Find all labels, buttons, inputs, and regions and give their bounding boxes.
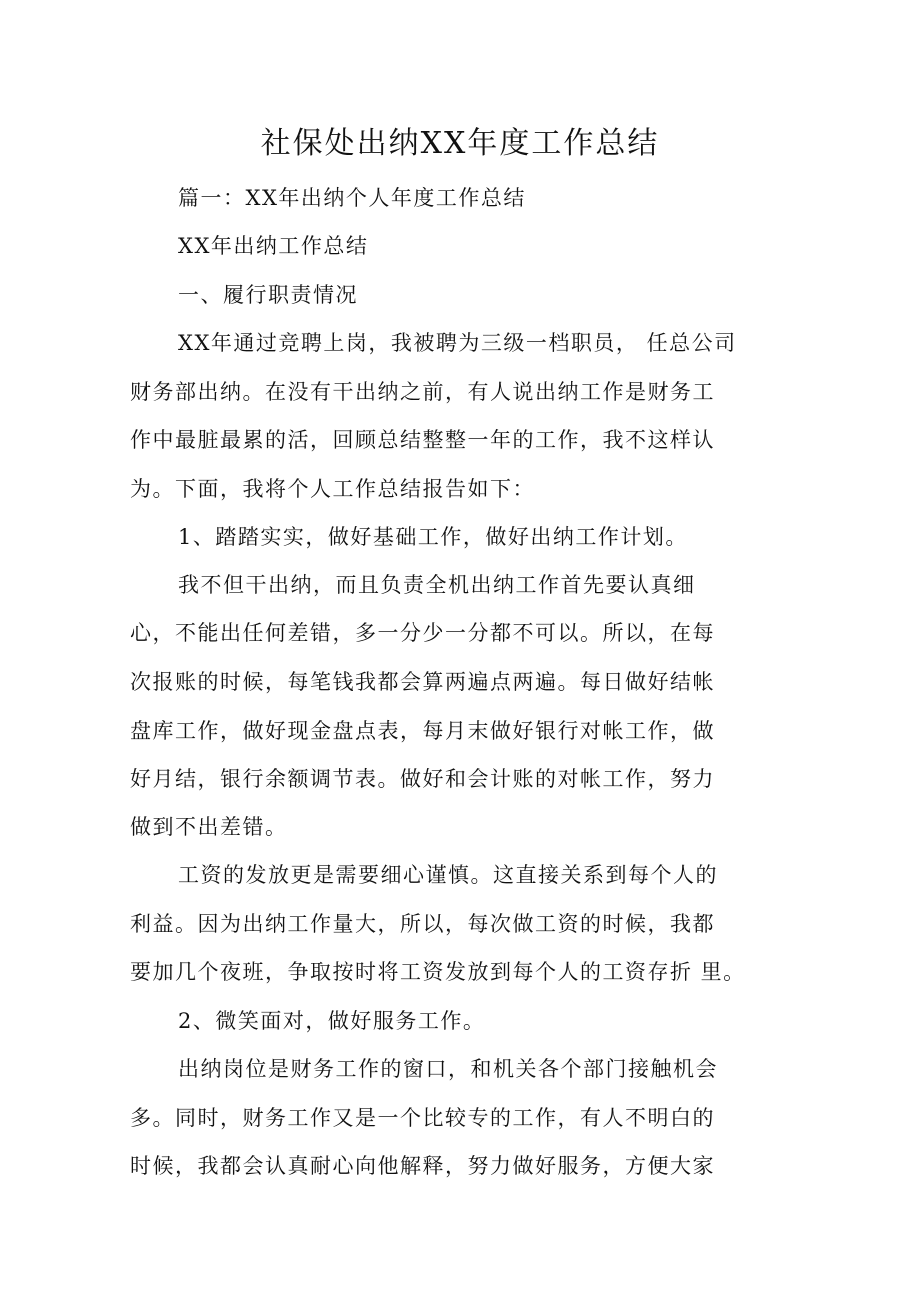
paragraph-line: 次报账的时候，每笔钱我都会算两遍点两遍。每日做好结帐: [130, 670, 715, 694]
paragraph-line: 利益。因为出纳工作量大，所以，每次做工资的时候，我都: [130, 912, 715, 936]
paragraph-line: 心，不能出任何差错，多一分少一分都不可以。所以，在每: [130, 621, 715, 645]
paragraph-line: 好月结，银行余额调节表。做好和会计账的对帐工作，努力: [130, 767, 715, 791]
paragraph-line: XX年通过竞聘上岗，我被聘为三级一档职员， 任总公司: [178, 331, 737, 355]
paragraph-line: 我不但干出纳，而且负责全机出纳工作首先要认真细: [178, 573, 696, 597]
document-title: 社保处出纳XX年度工作总结: [260, 126, 660, 161]
section-heading: 篇一：XX年出纳个人年度工作总结: [178, 186, 526, 210]
paragraph-line: 盘库工作，做好现金盘点表，每月末做好银行对帐工作，做: [130, 719, 715, 743]
paragraph-line: 时候，我都会认真耐心向他解释，努力做好服务，方便大家: [130, 1154, 715, 1178]
paragraph-line: 为。下面，我将个人工作总结报告如下：: [130, 477, 535, 501]
paragraph-line: 做到不出差错。: [130, 815, 288, 839]
paragraph-line: 财务部出纳。在没有干出纳之前，有人说出纳工作是财务工: [130, 380, 715, 404]
numbered-heading: 2、微笑面对，做好服务工作。: [178, 1009, 486, 1033]
paragraph-line: 工资的发放更是需要细心谨慎。这直接关系到每个人的: [178, 863, 718, 887]
paragraph-line: 出纳岗位是财务工作的窗口，和机关各个部门接触机会: [178, 1057, 718, 1081]
sub-heading: XX年出纳工作总结: [178, 234, 369, 258]
paragraph-line: 作中最脏最累的活，回顾总结整整一年的工作，我不这样认: [130, 428, 715, 452]
section-heading: 一、履行职责情况: [178, 283, 358, 307]
paragraph-line: 多。同时，财务工作又是一个比较专的工作，有人不明白的: [130, 1106, 715, 1130]
numbered-heading: 1、踏踏实实，做好基础工作，做好出纳工作计划。: [178, 525, 688, 549]
paragraph-line: 要加几个夜班，争取按时将工资发放到每个人的工资存折 里。: [130, 960, 746, 984]
